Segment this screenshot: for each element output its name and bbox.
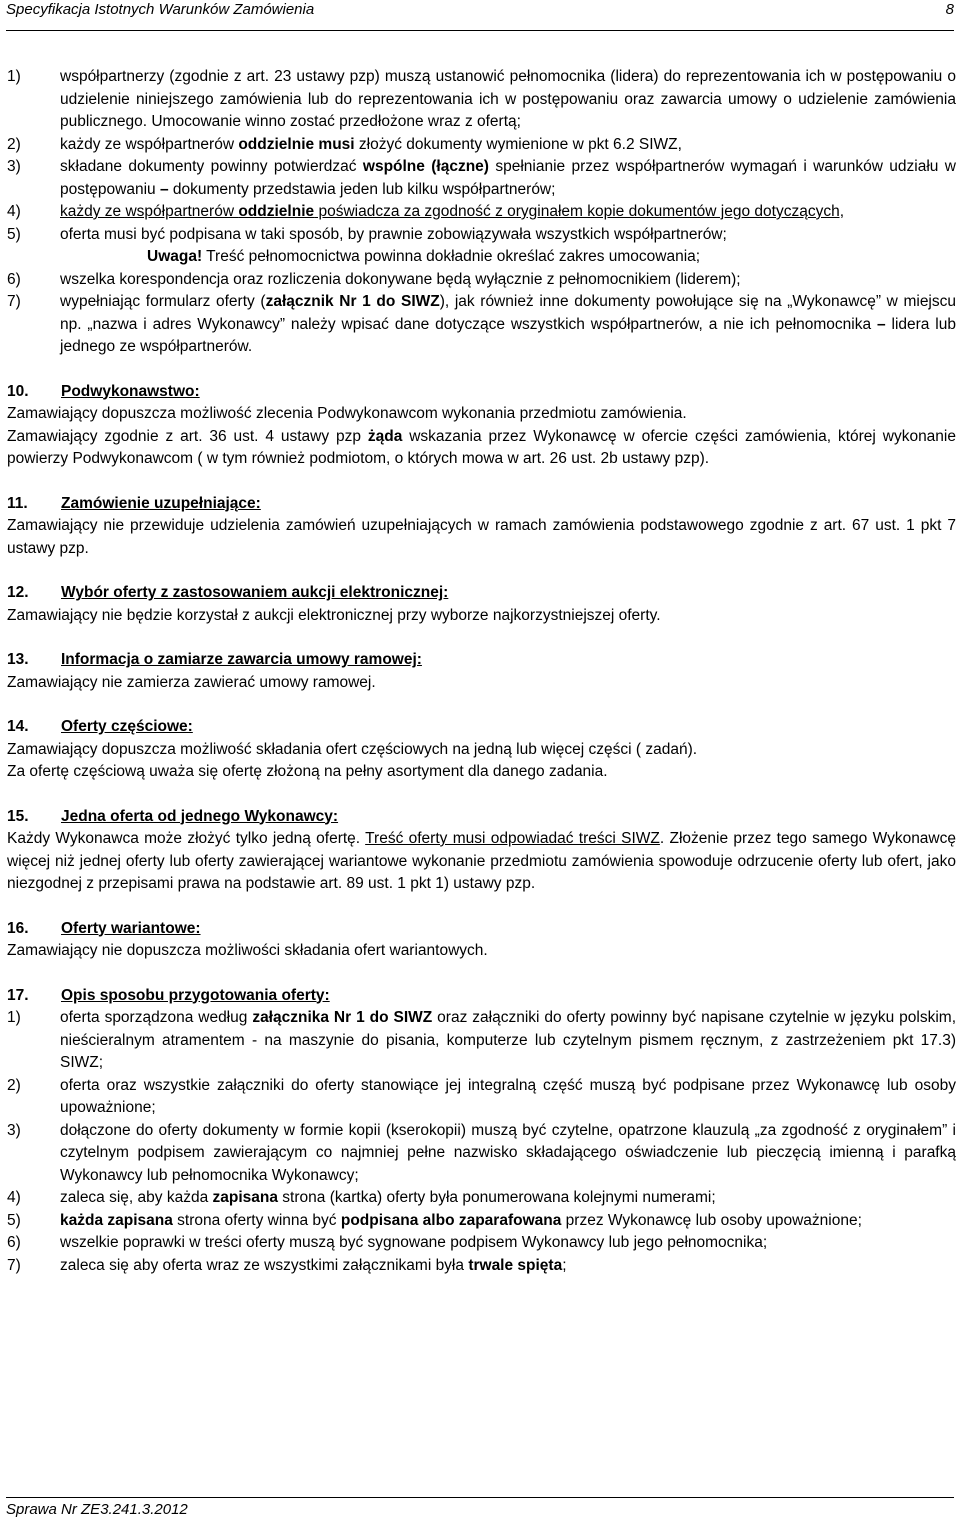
list-item-number: 6) bbox=[7, 270, 21, 288]
section-paragraph: Zamawiający nie dopuszcza możliwości składania ofert wariantowych. bbox=[7, 942, 488, 959]
section bbox=[7, 493, 956, 561]
section-number: 14. bbox=[7, 718, 29, 735]
section-title: Wybór oferty z zastosowaniem aukcji elektronicznej: bbox=[61, 584, 449, 601]
section-title: Informacja o zamiarze zawarcia umowy ramowej: bbox=[61, 651, 422, 668]
page-header bbox=[6, 0, 954, 31]
list-item bbox=[7, 1210, 956, 1233]
section-paragraph: Każdy Wykonawca może złożyć tylko jedną ofertę. Treść oferty musi odpowiadać treści SIWZ. Złożenie przez tego samego Wykonawcę więcej niż jednej oferty lub oferty zawierającej wariantowe wykonanie przedmiotu zamówienia spowoduje odrzucenie oferty lub ofert, jako niezgodnej z przepisami prawa na podstawie art. 89 ust. 1 pkt 1) ustawy pzp. bbox=[7, 830, 956, 892]
section-heading bbox=[7, 381, 956, 404]
section-number: 13. bbox=[7, 651, 29, 668]
section-heading bbox=[7, 918, 956, 941]
case-number: Sprawa Nr ZE3.241.3.2012 bbox=[6, 1501, 188, 1518]
list-item-text: każdy ze współpartnerów oddzielnie poświadcza za zgodność z oryginałem kopie dokumentów jego dotyczących, bbox=[60, 203, 845, 220]
section-number: 15. bbox=[7, 807, 29, 825]
section-number: 12. bbox=[7, 584, 29, 601]
list-item-text: zaleca się, aby każda zapisana strona (kartka) oferty była ponumerowana kolejnymi numerami; bbox=[60, 1189, 716, 1206]
section-heading bbox=[7, 582, 956, 605]
list-item-text: każda zapisana strona oferty winna być podpisana albo zaparafowana przez Wykonawcę lub osoby upoważnione; bbox=[60, 1211, 862, 1229]
section-number: 11. bbox=[7, 494, 28, 512]
section-paragraph: Zamawiający dopuszcza możliwość składania ofert częściowych na jedną lub więcej części ( zadań). bbox=[7, 740, 698, 758]
list-item-number: 7) bbox=[7, 1256, 21, 1274]
document-title: Specyfikacja Istotnych Warunków Zamówienia bbox=[6, 1, 315, 18]
list-item-text: zaleca się aby oferta wraz ze wszystkimi załącznikami była trwale spięta; bbox=[60, 1256, 567, 1274]
list-item-text: dołączone do oferty dokumenty w formie kopii (kserokopii) muszą być czytelne, opatrzone klauzulą „za zgodność z oryginałem” i czytelnym podpisem zawierającym co najmniej pełne nazwisko składającego oświadczenie lub pieczęcią imienną i parafką Wykonawcy lub pełnomocnika Wykonawcy; bbox=[60, 1121, 956, 1184]
page-footer bbox=[6, 1497, 954, 1528]
list-item-number: 1) bbox=[7, 1009, 21, 1026]
section-title: Podwykonawstwo: bbox=[61, 382, 200, 400]
section bbox=[7, 649, 956, 694]
list-item-text: oferta sporządzona według załącznika Nr 1 do SIWZ oraz załączniki do oferty powinny być napisane czytelnie w języku polskim, nieścieralnym atramentem - na maszynie do pisania, komputerze lub czytelnym pismem ręcznym, z zastrzeżeniem pkt 17.3) SIWZ; bbox=[60, 1009, 957, 1071]
section-number: 16. bbox=[7, 919, 29, 937]
list-item bbox=[7, 291, 956, 359]
section-paragraph: Zamawiający nie będzie korzystał z aukcji elektronicznej przy wyborze najkorzystniejszej oferty. bbox=[7, 606, 661, 624]
document-body bbox=[7, 66, 956, 1277]
list-item-text: oferta musi być podpisana w taki sposób, by prawnie zobowiązywała wszystkich współpartnerów; bbox=[60, 225, 727, 243]
list-item-text: każdy ze współpartnerów oddzielnie musi złożyć dokumenty wymienione w pkt 6.2 SIWZ, bbox=[60, 135, 682, 153]
list-item-text: oferta oraz wszystkie załączniki do oferty stanowiące jej integralną część muszą być podpisane przez Wykonawcę lub osoby upoważnione; bbox=[60, 1076, 956, 1116]
list-item-text: wszelka korespondencja oraz rozliczenia dokonywane będą wyłącznie z pełnomocnikiem (liderem); bbox=[60, 270, 741, 288]
section bbox=[7, 918, 956, 963]
list-item bbox=[7, 201, 956, 224]
list-item bbox=[7, 1120, 956, 1188]
section-paragraph: Zamawiający dopuszcza możliwość zlecenia Podwykonawcom wykonania przedmiotu zamówienia. bbox=[7, 405, 687, 422]
list-item-number: 3) bbox=[7, 1121, 21, 1139]
offer-preparation-list bbox=[7, 1007, 956, 1277]
list-item bbox=[7, 1007, 956, 1075]
list-item-text: wszelkie poprawki w treści oferty muszą być sygnowane podpisem Wykonawcy lub jego pełnomocnika; bbox=[60, 1234, 768, 1251]
list-item-number: 5) bbox=[7, 1211, 21, 1229]
section-paragraph: Zamawiający nie zamierza zawierać umowy ramowej. bbox=[7, 673, 376, 691]
section-number: 17. bbox=[7, 986, 29, 1004]
list-item-number: 7) bbox=[7, 293, 21, 310]
section-title: Opis sposobu przygotowania oferty: bbox=[61, 986, 330, 1004]
list-item bbox=[7, 1255, 956, 1278]
section-paragraph: Zamawiający nie przewiduje udzielenia zamówień uzupełniających w ramach zamówienia podstawowego zgodnie z art. 67 ust. 1 pkt 7 ustawy pzp. bbox=[7, 517, 956, 557]
section-title: Jedna oferta od jednego Wykonawcy: bbox=[61, 807, 339, 825]
consortium-list bbox=[7, 66, 956, 246]
section-paragraph: Zamawiający zgodnie z art. 36 ust. 4 ustawy pzp żąda wskazania przez Wykonawcę w ofercie części zamówienia, której wykonanie powierzy Podwykonawcom ( w tym również podmiotom, o których mowa w art. 26 ust. 2b ustawy pzp). bbox=[7, 427, 956, 467]
section-heading bbox=[7, 985, 956, 1008]
list-item-number: 5) bbox=[7, 225, 21, 243]
list-item bbox=[7, 224, 956, 247]
list-item bbox=[7, 66, 956, 134]
section bbox=[7, 806, 956, 896]
list-item bbox=[7, 1075, 956, 1120]
list-item-text: składane dokumenty powinny potwierdzać wspólne (łączne) spełnianie przez współpartnerów wymagań i warunków udziału w postępowaniu – dokumenty przedstawia jeden lub kilku współpartnerów; bbox=[60, 158, 956, 198]
section-heading bbox=[7, 716, 956, 739]
list-item-number: 3) bbox=[7, 158, 21, 175]
list-item bbox=[7, 156, 956, 201]
list-item-number: 4) bbox=[7, 1189, 21, 1206]
section-heading bbox=[7, 649, 956, 672]
section-title: Oferty częściowe: bbox=[61, 718, 193, 735]
section bbox=[7, 582, 956, 627]
section-number: 10. bbox=[7, 382, 29, 400]
section-heading bbox=[7, 806, 956, 829]
list-item-text: wypełniając formularz oferty (załącznik Nr 1 do SIWZ), jak również inne dokumenty powołujące się na „Wykonawcę” w miejscu np. „nazwa i adres Wykonawcy” należy wpisać dane dotyczące wszystkich współpartnerów, a nie ich pełnomocnika – lidera lub jednego ze współpartnerów. bbox=[60, 293, 956, 355]
list-item bbox=[7, 269, 956, 292]
section-title: Zamówienie uzupełniające: bbox=[61, 494, 261, 512]
note-warning: Uwaga! Treść pełnomocnictwa powinna dokładnie określać zakres umocowania; bbox=[147, 248, 701, 265]
list-item-number: 4) bbox=[7, 203, 21, 220]
list-item-text: współpartnerzy (zgodnie z art. 23 ustawy pzp) muszą ustanowić pełnomocnika (lidera) do reprezentowania ich w postępowaniu o udzielenie niniejszego zamówienia lub do reprezentowania ich w postępowaniu oraz zawarcia umowy o udzielenie zamówienia publicznego. Umocowanie winno zostać przedłożone wraz z ofertą; bbox=[60, 68, 956, 130]
list-item-number: 1) bbox=[7, 68, 21, 85]
list-item bbox=[7, 1187, 956, 1210]
section bbox=[7, 716, 956, 784]
list-item bbox=[7, 1232, 956, 1255]
list-item bbox=[7, 134, 956, 157]
section bbox=[7, 985, 956, 1008]
sections bbox=[7, 381, 956, 1008]
section-title: Oferty wariantowe: bbox=[61, 919, 201, 937]
page-number: 8 bbox=[945, 1, 954, 18]
list-item-number: 2) bbox=[7, 1076, 21, 1094]
section bbox=[7, 381, 956, 471]
list-item-number: 2) bbox=[7, 135, 21, 153]
section-heading bbox=[7, 493, 956, 516]
consortium-list-continued bbox=[7, 269, 956, 359]
section-paragraph: Za ofertę częściową uważa się ofertę złożoną na pełny asortyment dla danego zadania. bbox=[7, 763, 608, 780]
list-item-number: 6) bbox=[7, 1234, 21, 1251]
